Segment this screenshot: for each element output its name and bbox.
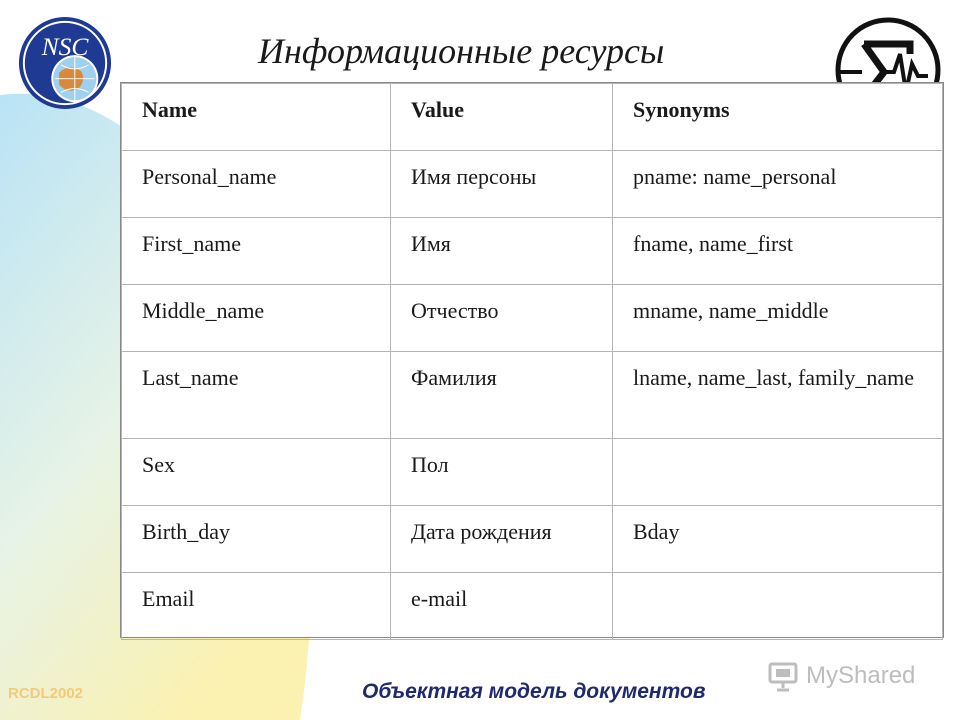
cell-value: Фамилия — [391, 352, 613, 439]
table-header-row — [122, 84, 943, 151]
cell-value: Пол — [391, 439, 613, 506]
cell-synonyms: mname, name_middle — [613, 285, 943, 352]
cell-synonyms — [613, 439, 943, 506]
table-row — [122, 218, 943, 285]
cell-value: Дата рождения — [391, 506, 613, 573]
footer-subtitle: Объектная модель документов — [362, 680, 706, 703]
footer-conference-label: RCDL2002 — [8, 685, 84, 702]
cell-name: Birth_day — [122, 506, 391, 573]
table-row — [122, 439, 943, 506]
cell-synonyms — [613, 573, 943, 640]
presentation-icon — [768, 660, 802, 692]
cell-value: Имя — [391, 218, 613, 285]
header-value: Value — [391, 84, 613, 151]
cell-name: Sex — [122, 439, 391, 506]
slide-title: Информационные ресурсы — [258, 31, 665, 71]
table-row — [122, 285, 943, 352]
resources-table — [120, 82, 944, 638]
cell-synonyms: pname: name_personal — [613, 151, 943, 218]
cell-name: Last_name — [122, 352, 391, 439]
cell-name: Email — [122, 573, 391, 640]
table-row — [122, 573, 943, 640]
cell-name: Personal_name — [122, 151, 391, 218]
watermark-text: MyShared — [806, 662, 916, 689]
cell-synonyms: Bday — [613, 506, 943, 573]
cell-value: Имя персоны — [391, 151, 613, 218]
cell-name: Middle_name — [122, 285, 391, 352]
cell-name: First_name — [122, 218, 391, 285]
table-row — [122, 352, 943, 439]
nsc-logo — [16, 14, 114, 112]
svg-text:NSC: NSC — [41, 32, 89, 62]
cell-synonyms: lname, name_last, family_name — [613, 352, 943, 439]
table-row — [122, 151, 943, 218]
cell-value: Отчество — [391, 285, 613, 352]
cell-value: e-mail — [391, 573, 613, 640]
header-synonyms: Synonyms — [613, 84, 943, 151]
header-name: Name — [122, 84, 391, 151]
myshared-watermark — [768, 656, 928, 696]
cell-synonyms: fname, name_first — [613, 218, 943, 285]
table-row — [122, 506, 943, 573]
